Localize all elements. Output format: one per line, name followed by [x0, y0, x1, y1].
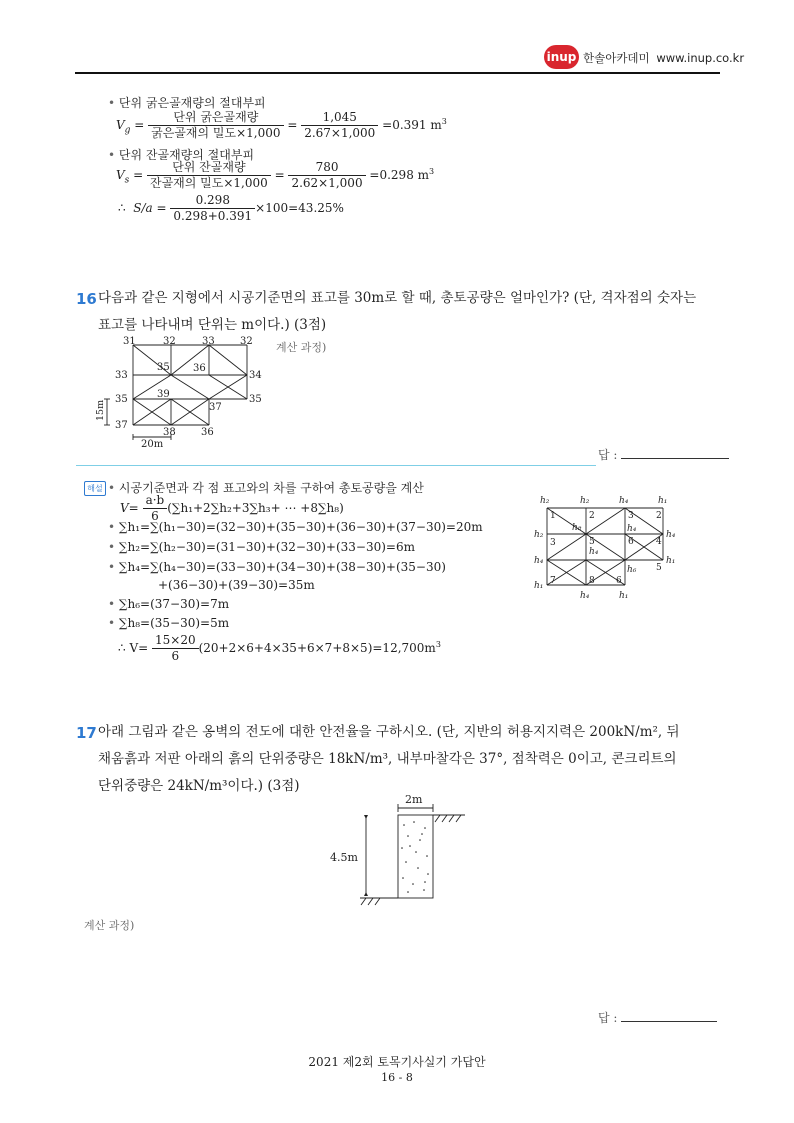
formula-vs: $V_s$ = $\frac{\text{단위 잔골재량}}{\text{잔골재의 밀도×1,000}}$ = $\frac{780}{2.62\times 1,000}$ =0.298 $m^3$ — [116, 160, 435, 190]
diag-label: h₁ — [658, 496, 668, 506]
header-rule — [75, 72, 720, 74]
diag-label: h₂ — [540, 496, 550, 506]
elev-label: 38 — [163, 427, 176, 438]
formula-h4a: • ∑h₄=∑(h₄−30)=(33−30)+(34−30)+(38−30)+(35−30) — [108, 560, 446, 574]
prev-bullet-1: • 단위 굵은골재량의 절대부피 — [108, 96, 266, 110]
q17-calc-label: 계산 과정) — [84, 919, 135, 932]
diag-cell: 3 — [550, 538, 556, 548]
q16-answer — [598, 446, 729, 463]
elev-label: 39 — [157, 389, 170, 400]
header-brand — [583, 50, 744, 66]
solution-grid-diagram — [530, 490, 695, 605]
brand-name: 한솔아카데미 — [583, 51, 650, 65]
answer-blank[interactable] — [621, 1009, 717, 1022]
q16-calc-label: 계산 과정) — [276, 341, 327, 354]
dim-label-15m: 15m — [95, 399, 106, 421]
elev-label: 32 — [163, 336, 176, 347]
solution-intro: • 시공기준면과 각 점 표고와의 차를 구하여 총토공량을 계산 — [108, 481, 424, 495]
page-number: 16 - 8 — [381, 1071, 413, 1084]
inup-logo: inup — [544, 45, 579, 69]
answer-blank[interactable] — [621, 446, 729, 459]
formula-h1: • ∑h₁=∑(h₁−30)=(32−30)+(35−30)+(36−30)+(37−30)=20m — [108, 520, 483, 534]
dim-label-20m: 20m — [141, 439, 164, 450]
question-17-line2: 채움흙과 저판 아래의 흙의 단위중량은 18kN/m³, 내부마찰각은 37°, 점착력은 0이고, 콘크리트의 — [98, 751, 677, 767]
diag-cell: 7 — [550, 576, 556, 586]
answer-label: 답 : — [598, 448, 618, 462]
prev-bullet-2: • 단위 잔골재량의 절대부피 — [108, 148, 255, 162]
diag-cell: 6 — [616, 576, 622, 586]
formula-h8: • ∑h₈=(35−30)=5m — [108, 616, 230, 630]
elev-label: 36 — [193, 363, 206, 374]
diag-label: h₄ — [619, 496, 629, 506]
diag-cell: 3 — [628, 511, 634, 521]
diag-label: h₄ — [534, 556, 544, 566]
diag-label: h₄ — [627, 524, 637, 534]
diag-cell: 5 — [656, 563, 662, 573]
diag-cell: 6 — [628, 537, 634, 547]
elev-label: 35 — [115, 394, 128, 405]
diag-cell: 5 — [589, 537, 595, 547]
diag-cell: 2 — [656, 511, 662, 521]
diag-cell: 1 — [550, 511, 556, 521]
question-16-line1: 다음과 같은 지형에서 시공기준면의 표고를 30m로 할 때, 총토공량은 얼마인가? (단, 격자점의 숫자는 — [98, 290, 697, 306]
elev-label: 32 — [240, 336, 253, 347]
footer-title: 2021 제2회 토목기사실기 가답안 — [308, 1055, 486, 1069]
diag-label: h₁ — [619, 591, 629, 601]
solution-separator — [76, 465, 596, 466]
formula-h6: • ∑h₆=(37−30)=7m — [108, 597, 230, 611]
question-number-16: 16 — [76, 290, 97, 308]
dim-label-2m: 2m — [405, 793, 423, 806]
diag-label: h₁ — [666, 556, 676, 566]
question-17-line1: 아래 그림과 같은 옹벽의 전도에 대한 안전율을 구하시오. (단, 지반의 허용지지력은 200kN/m², 뒤 — [98, 724, 680, 740]
elev-label: 36 — [201, 427, 214, 438]
elev-label: 33 — [202, 336, 215, 347]
elev-label: 34 — [249, 370, 262, 381]
formula-h2: • ∑h₂=∑(h₂−30)=(31−30)+(32−30)+(33−30)=6m — [108, 540, 415, 554]
question-17-line3: 단위중량은 24kN/m³이다.) (3점) — [98, 778, 300, 794]
elev-label: 35 — [249, 394, 262, 405]
answer-label: 답 : — [598, 1011, 618, 1025]
question-16-text — [98, 285, 723, 339]
formula-sa: ∴ S/a = $\frac{0.298}{0.298+0.391}$ ×100=43.25% — [118, 193, 344, 223]
q17-answer — [598, 1009, 717, 1026]
elev-label: 35 — [157, 362, 170, 373]
formula-h4b: +(36−30)+(39−30)=35m — [158, 578, 315, 592]
diag-cell: 2 — [589, 511, 595, 521]
brand-url: www.inup.co.kr — [656, 51, 745, 65]
formula-volume: V= $\frac{a\cdot b}{6}$ (∑h₁+2∑h₂+3∑h₃+ ⋯ +8∑h₈) — [120, 493, 344, 523]
diag-label: h₄ — [589, 547, 599, 557]
retaining-wall-figure — [330, 790, 480, 915]
question-16-line2: 표고를 나타내며 단위는 m이다.) (3점) — [98, 317, 327, 333]
question-number-17: 17 — [76, 724, 97, 742]
solution-badge: 해설 — [84, 481, 106, 496]
formula-final-volume: ∴ V= $\frac{15\times 20}{6}$ $(20+2\times 6+4\times 35+6\times 7+8\times 5)=12,700m^3$ — [118, 633, 441, 663]
formula-vg: $V_g$ = $\frac{\text{단위 굵은골재량}}{\text{굵은골재의 밀도×1,000}}$ = $\frac{1,045}{2.67\times 1,000}$ =0.391 $m^3$ — [116, 110, 447, 140]
page-header — [0, 0, 794, 80]
diag-cell: 8 — [589, 576, 595, 586]
diag-label: h₆ — [627, 565, 637, 575]
dim-label-4-5m: 4.5m — [330, 851, 358, 864]
diag-cell: 4 — [656, 537, 662, 547]
diag-label: h₁ — [534, 581, 544, 591]
diag-label: h₈ — [572, 523, 582, 533]
elev-label: 31 — [123, 336, 136, 347]
diag-label: h₄ — [580, 591, 590, 601]
question-17-text — [98, 719, 723, 800]
elev-label: 37 — [115, 420, 128, 431]
diag-label: h₂ — [580, 496, 590, 506]
elev-label: 33 — [115, 370, 128, 381]
elev-label: 37 — [209, 402, 222, 413]
q16-terrain-grid-figure — [85, 333, 280, 453]
diag-label: h₄ — [666, 530, 676, 540]
diag-label: h₂ — [534, 530, 544, 540]
